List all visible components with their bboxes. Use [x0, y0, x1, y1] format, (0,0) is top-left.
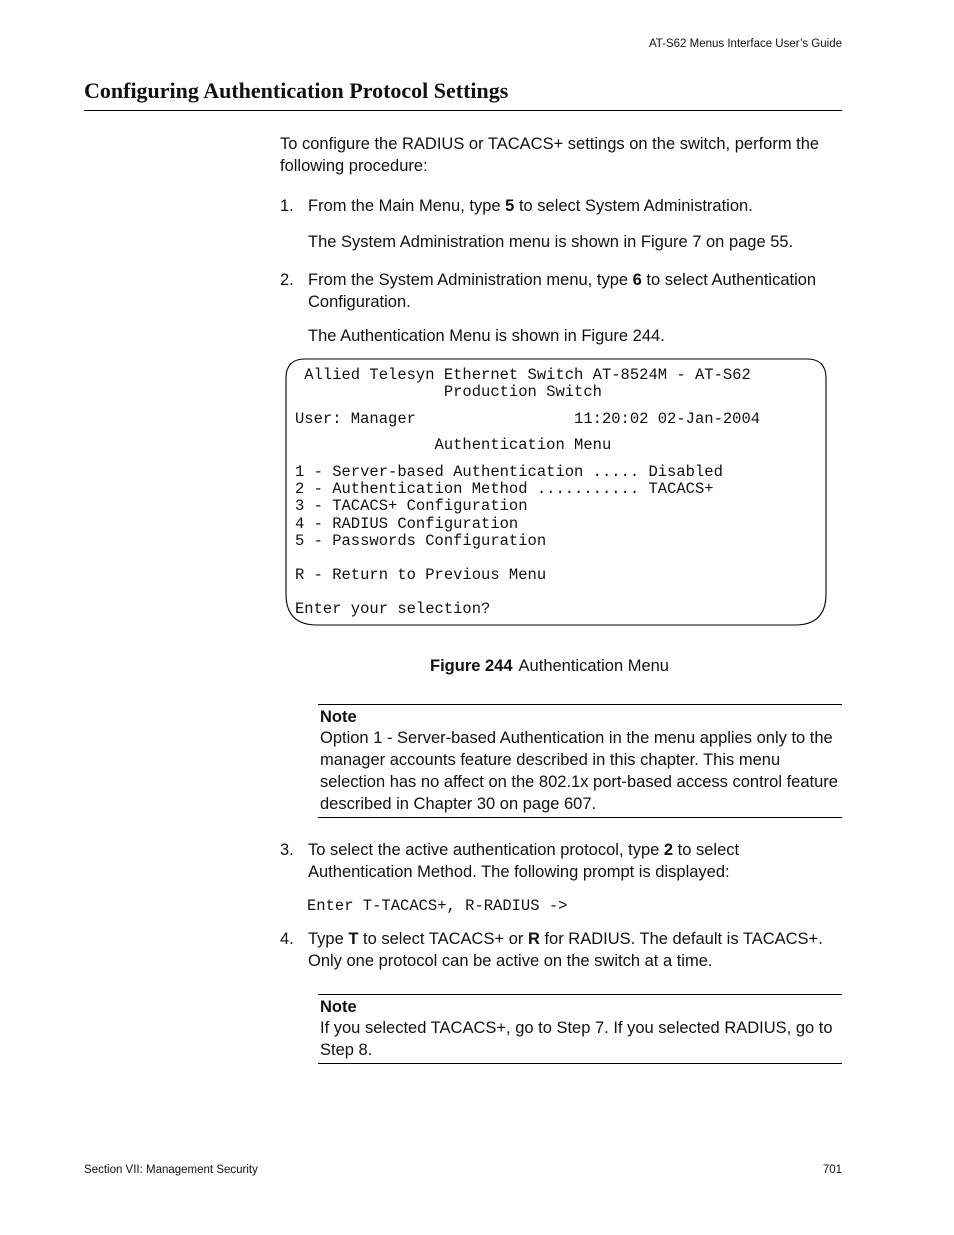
- step-2-note: The Authentication Menu is shown in Figure 244.: [308, 327, 665, 345]
- terminal-menu-item: 1 - Server-based Authentication ..... Disabled: [295, 463, 723, 481]
- note-label: Note: [320, 708, 357, 726]
- terminal-prompt: Enter your selection?: [295, 600, 491, 618]
- section-title: Configuring Authentication Protocol Settings: [84, 78, 509, 103]
- terminal-line-menu-title: Authentication Menu: [295, 436, 612, 454]
- note-box: [318, 704, 842, 818]
- step-number: 3.: [280, 841, 294, 859]
- terminal-line-user: User: Manager 11:20:02 02-Jan-2004: [295, 410, 761, 428]
- step-text: From the System Administration menu, type 6 to select Authentication Configuration.: [308, 271, 817, 311]
- step-text: To select the active authentication protocol, type 2 to select Authentication Method. The following prompt is displayed:: [308, 841, 740, 881]
- page-number: 701: [822, 1164, 842, 1176]
- terminal-menu-item: 3 - TACACS+ Configuration: [295, 497, 528, 515]
- title-rule: [84, 110, 842, 111]
- step-text: From the Main Menu, type 5 to select System Administration.: [308, 197, 753, 215]
- step-number: 4.: [280, 930, 294, 948]
- terminal-screen: [285, 358, 827, 626]
- note-box: [318, 994, 842, 1064]
- terminal-line-subtitle: Production Switch: [295, 383, 602, 401]
- footer-section: Section VII: Management Security: [84, 1164, 258, 1176]
- intro-paragraph: To configure the RADIUS or TACACS+ settings on the switch, perform the following procedure:: [280, 135, 820, 175]
- note-body: If you selected TACACS+, go to Step 7. If you selected RADIUS, go to Step 8.: [320, 1019, 833, 1059]
- figure-text: Authentication Menu: [518, 657, 669, 675]
- terminal-menu-item: 5 - Passwords Configuration: [295, 532, 547, 550]
- figure-label: Figure 244: [430, 657, 513, 675]
- terminal-menu-item-return: R - Return to Previous Menu: [295, 566, 547, 584]
- terminal-line-title: Allied Telesyn Ethernet Switch AT-8524M - AT-S62: [295, 366, 751, 384]
- step-number: 2.: [280, 271, 294, 289]
- note-body: Option 1 - Server-based Authentication in the menu applies only to the manager accounts feature described in this chapter. This menu selection has no affect on the 802.1x port-based access control feature described in Chapter 30 on page 607.: [320, 729, 838, 813]
- step-number: 1.: [280, 197, 294, 215]
- terminal-menu-item: 2 - Authentication Method ........... TACACS+: [295, 480, 714, 498]
- terminal-menu-item: 4 - RADIUS Configuration: [295, 515, 519, 533]
- note-label: Note: [320, 998, 357, 1016]
- figure-caption: [430, 657, 669, 676]
- step-text: Type T to select TACACS+ or R for RADIUS. The default is TACACS+. Only one protocol can be active on the switch at a time.: [308, 930, 823, 970]
- running-header: AT-S62 Menus Interface User’s Guide: [648, 38, 842, 50]
- prompt-text: Enter T-TACACS+, R-RADIUS ->: [307, 897, 568, 915]
- step-1-note: The System Administration menu is shown in Figure 7 on page 55.: [308, 233, 794, 251]
